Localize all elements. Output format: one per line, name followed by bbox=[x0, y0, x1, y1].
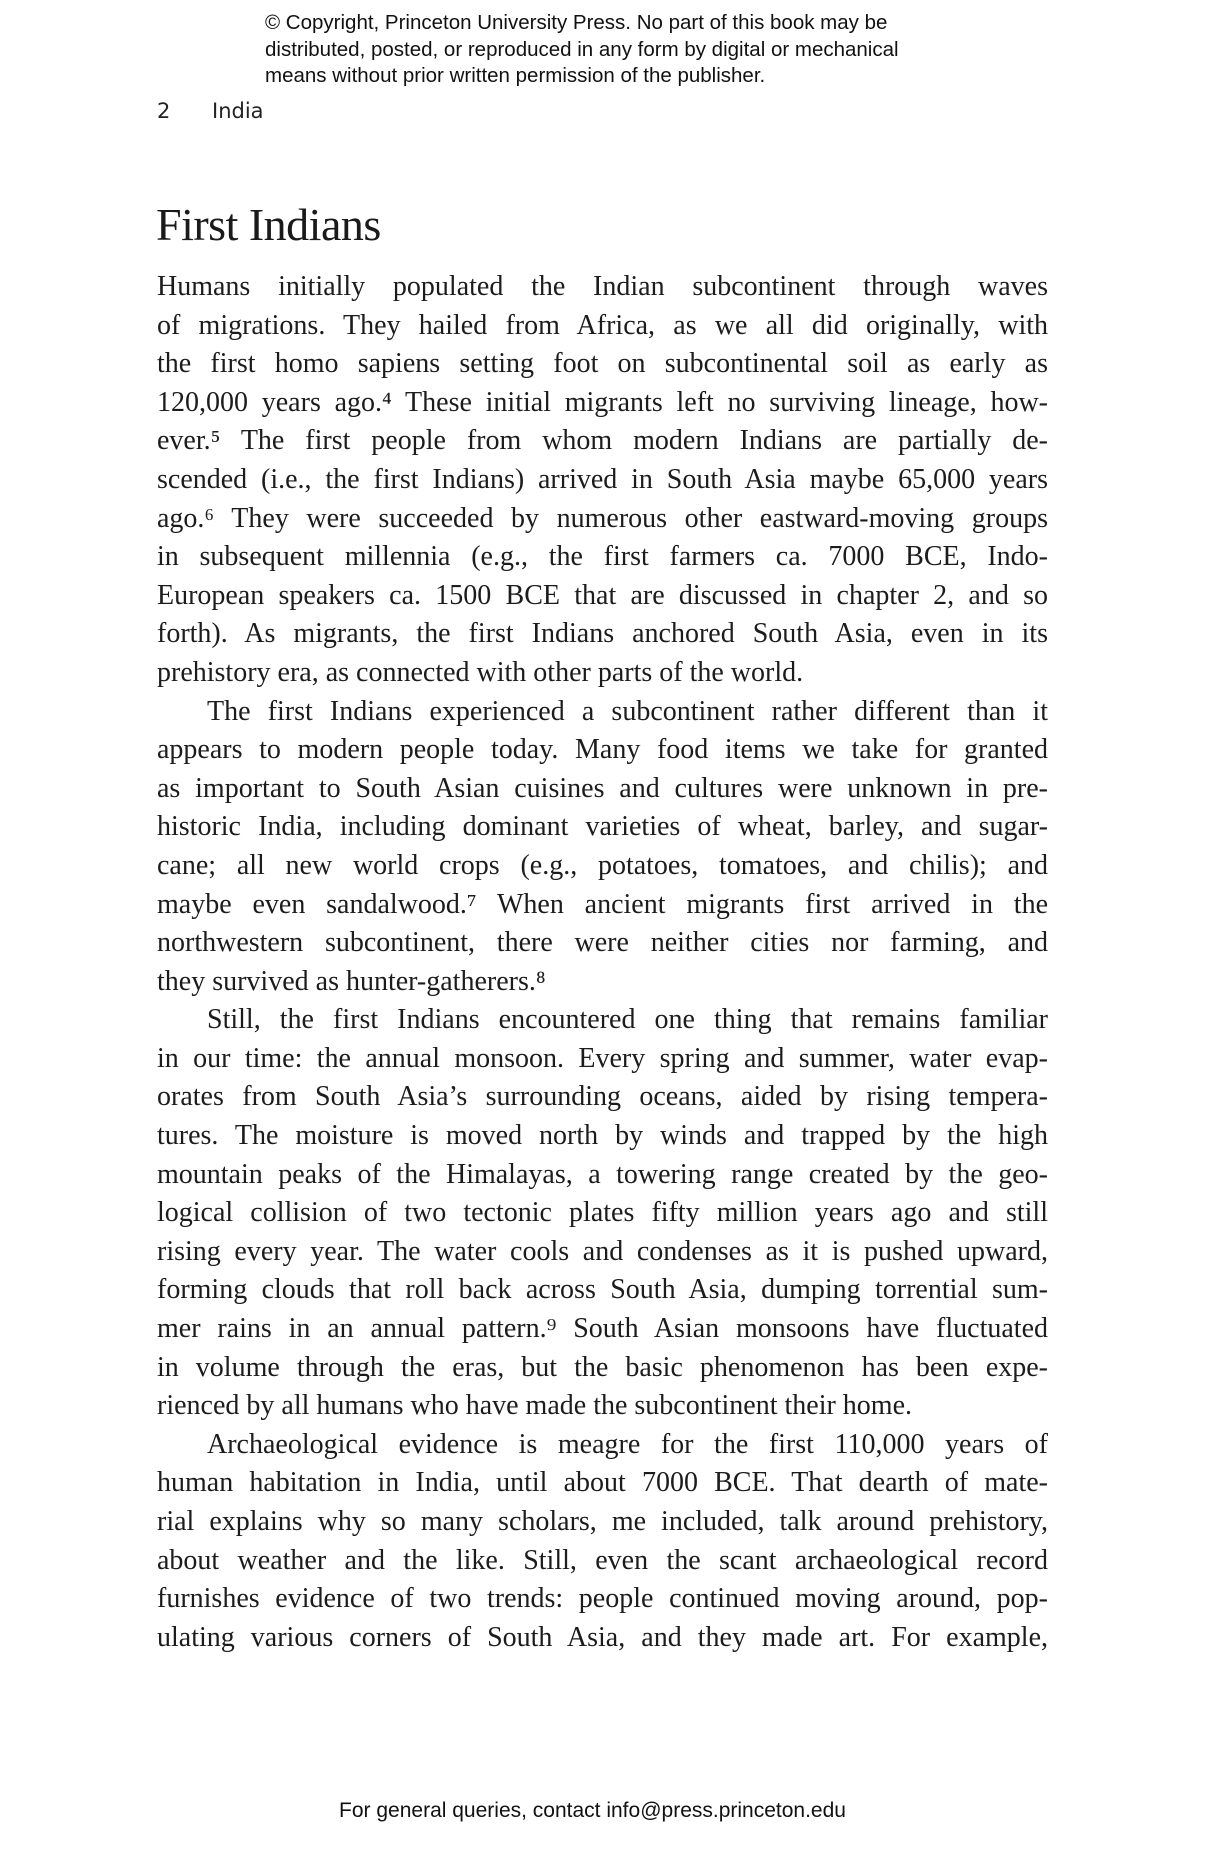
text-line: historic India, including dominant varieties of wheat, barley, and sugar- bbox=[157, 811, 1048, 843]
text-line: prehistory era, as connected with other parts of the world. bbox=[157, 656, 804, 688]
copyright-notice bbox=[265, 10, 1025, 90]
text-line: tures. The moisture is moved north by winds and trapped by the high bbox=[157, 1120, 1048, 1152]
running-head bbox=[157, 99, 264, 123]
body-text bbox=[157, 268, 1048, 1657]
text-line: mountain peaks of the Himalayas, a towering range created by the geo- bbox=[157, 1158, 1048, 1190]
text-line: Humans initially populated the Indian subcontinent through waves bbox=[157, 271, 1048, 302]
text-line: they survived as hunter-gatherers.⁸ bbox=[157, 965, 546, 997]
text-line: about weather and the like. Still, even the scant archaeological record bbox=[157, 1544, 1048, 1576]
text-line: scended (i.e., the first Indians) arrived in South Asia maybe 65,000 years bbox=[157, 463, 1048, 495]
text-line: of migrations. They hailed from Africa, as we all did originally, with bbox=[157, 309, 1048, 341]
text-line: The first Indians experienced a subcontinent rather different than it bbox=[207, 695, 1048, 727]
text-line: ulating various corners of South Asia, and they made art. For example, bbox=[157, 1621, 1048, 1653]
text-line: ago.⁶ They were succeeded by numerous other eastward-moving groups bbox=[157, 502, 1048, 534]
text-line: 120,000 years ago.⁴ These initial migrants left no surviving lineage, how- bbox=[157, 386, 1048, 418]
text-line: as important to South Asian cuisines and cultures were unknown in pre- bbox=[157, 772, 1048, 804]
copyright-line: © Copyright, Princeton University Press. No part of this book may be bbox=[265, 11, 888, 34]
text-line: rising every year. The water cools and condenses as it is pushed upward, bbox=[157, 1235, 1048, 1267]
footer-text: For general queries, contact info@press.princeton.edu bbox=[339, 1799, 846, 1822]
copyright-line: distributed, posted, or reproduced in any form by digital or mechanical bbox=[265, 37, 899, 61]
running-head-title: India bbox=[212, 99, 264, 123]
text-line: in our time: the annual monsoon. Every spring and summer, water evap- bbox=[157, 1042, 1048, 1074]
footer-contact bbox=[0, 1799, 1225, 1823]
text-line: Still, the first Indians encountered one thing that remains familiar bbox=[207, 1004, 1048, 1036]
text-line: mer rains in an annual pattern.⁹ South Asian monsoons have fluctuated bbox=[157, 1313, 1048, 1345]
text-line: forming clouds that roll back across South Asia, dumping torrential sum- bbox=[157, 1274, 1048, 1306]
text-line: logical collision of two tectonic plates fifty million years ago and still bbox=[157, 1197, 1048, 1229]
text-line: in subsequent millennia (e.g., the first farmers ca. 7000 BCE, Indo- bbox=[157, 541, 1048, 573]
copyright-line: means without prior written permission of the publisher. bbox=[265, 64, 766, 87]
text-line: human habitation in India, until about 7000 BCE. That dearth of mate- bbox=[157, 1467, 1048, 1499]
text-line: the first homo sapiens setting foot on subcontinental soil as early as bbox=[157, 348, 1048, 380]
text-line: rial explains why so many scholars, me included, talk around prehistory, bbox=[157, 1506, 1048, 1537]
text-line: ever.⁵ The first people from whom modern Indians are partially de- bbox=[157, 425, 1048, 457]
page-number: 2 bbox=[157, 99, 171, 123]
section-title: First Indians bbox=[156, 199, 381, 250]
text-line: European speakers ca. 1500 BCE that are discussed in chapter 2, and so bbox=[157, 579, 1048, 611]
text-line: northwestern subcontinent, there were neither cities nor farming, and bbox=[157, 927, 1048, 959]
text-line: maybe even sandalwood.⁷ When ancient migrants first arrived in the bbox=[157, 888, 1048, 920]
text-line: rienced by all humans who have made the subcontinent their home. bbox=[157, 1390, 913, 1422]
text-line: cane; all new world crops (e.g., potatoes, tomatoes, and chilis); and bbox=[157, 849, 1048, 881]
text-line: Archaeological evidence is meagre for the first 110,000 years of bbox=[207, 1428, 1048, 1460]
text-line: appears to modern people today. Many food items we take for granted bbox=[157, 734, 1048, 766]
text-line: furnishes evidence of two trends: people continued moving around, pop- bbox=[157, 1583, 1048, 1615]
text-line: orates from South Asia’s surrounding oceans, aided by rising tempera- bbox=[157, 1081, 1048, 1113]
text-line: in volume through the eras, but the basic phenomenon has been expe- bbox=[157, 1351, 1048, 1383]
text-line: forth). As migrants, the first Indians anchored South Asia, even in its bbox=[157, 618, 1048, 650]
